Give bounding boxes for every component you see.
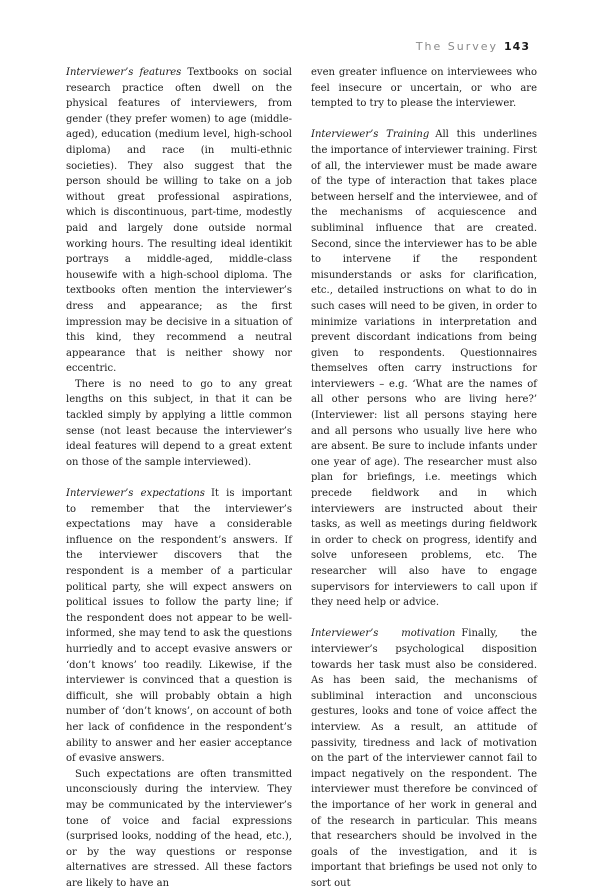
section-heading: Interviewer’s expectations: [66, 488, 205, 500]
paragraph-text: Textbooks on social research practice often dwell on the physical features of interviewers, from gender (they prefer women) to age (middle-aged), education (medium level, high-school diploma) and race (in multi-ethnic societies). They also suggest that the person should be willing to take on a job without great professional aspirations, which is discontinuous, part-time, modestly paid and largely done outside normal working hours. The resulting ideal identikit portrays a middle-aged, middle-class housewife with a high-school diploma. The textbooks often mention the interviewer’s dress and appearance; as the first impression may be decisive in a situation of this kind, they recommend a neutral appearance that is neither showy nor eccentric.: [66, 67, 292, 375]
left-column: [66, 65, 292, 891]
paragraph-text: Finally, the interviewer’s psychological disposition towards her task must also be considered. As has been said, the mechanisms of subliminal interaction and unconscious gestures, looks and tone of voice affect the interview. As a result, an attitude of passivity, tiredness and lack of motivation on the part of the interviewer cannot fail to impact negatively on the respondent. The interviewer must therefore be convinced of the importance of her work in general and of the research in particular. This means that researchers should be involved in the goals of the investigation, and it is important that briefings be used not only to sort out: [311, 628, 537, 889]
running-head: [416, 40, 530, 53]
section-heading: Interviewer’s Training: [311, 129, 430, 141]
paragraph-text: It is important to remember that the interviewer’s expectations may have a considerable influence on the respondent’s answers. If the interviewer discovers that the respondent is a member of a particular political party, she will expect answers on political issues to follow the party line; if the respondent does not appear to be well-informed, she may tend to ask the questions hurriedly and to accept evasive answers or ‘don’t knows’ too readily. Likewise, if the interviewer is convinced that a question is difficult, she will probably obtain a high number of ‘don’t knows’, on account of both her lack of confidence in the respondent’s ability to answer and her easier acceptance of evasive answers.: [66, 488, 292, 765]
paragraph: [66, 65, 292, 377]
paragraph-text: There is no need to go to any great lengths on this subject, in that it can be tackled simply by applying a little common sense (not least because the interviewer’s ideal features will depend to a great extent on those of the sample interviewed).: [66, 378, 292, 468]
right-column: [311, 65, 537, 891]
paragraph-text: Such expectations are often transmitted unconsciously during the interview. They may be communicated by the interviewer’s tone of voice and facial expressions (surprised looks, nodding of the head, etc.), or by the way questions or response alternatives are stressed. All these factors are likely to have an: [66, 768, 292, 889]
page-number: 143: [504, 40, 530, 53]
paragraph-text: All this underlines the importance of interviewer training. First of all, the interviewer must be made aware of the type of interaction that takes place between herself and the interviewee, and of the mechanisms of acquiescence and subliminal influence that are created. Second, since the interviewer has to be able to intervene if the respondent misunderstands or asks for clarification, etc., detailed instructions on what to do in such cases will need to be given, in order to minimize variations in interpretation and prevent discordant indications from being given to respondents. Questionnaires themselves often carry instructions for interviewers – e.g. ‘What are the names of all other persons who are living here?’ (Interviewer: list all persons staying here and all persons who usually live here who are absent. Be sure to include infants under one year of age). The researcher must also plan for briefings, i.e. meetings which precede fieldwork and in which interviewers are instructed about their tasks, as well as meetings during fieldwork in order to check on progress, identify and solve unforeseen problems, etc. The researcher will also have to engage supervisors for interviewers to call upon if they need help or advice.: [311, 129, 537, 609]
paragraph-text: even greater influence on interviewees who feel insecure or uncertain, or who are tempted to try to please the interviewer.: [311, 67, 537, 110]
paragraph: [66, 377, 292, 471]
paragraph: [66, 486, 292, 767]
section-heading: Interviewer’s features: [66, 67, 182, 78]
section-heading: Interviewer’s motivation: [311, 628, 456, 640]
paragraph: [311, 65, 537, 112]
paragraph: [66, 767, 292, 891]
paragraph: [311, 127, 537, 610]
paragraph: [311, 626, 537, 891]
running-head-title: The Survey: [415, 40, 499, 53]
